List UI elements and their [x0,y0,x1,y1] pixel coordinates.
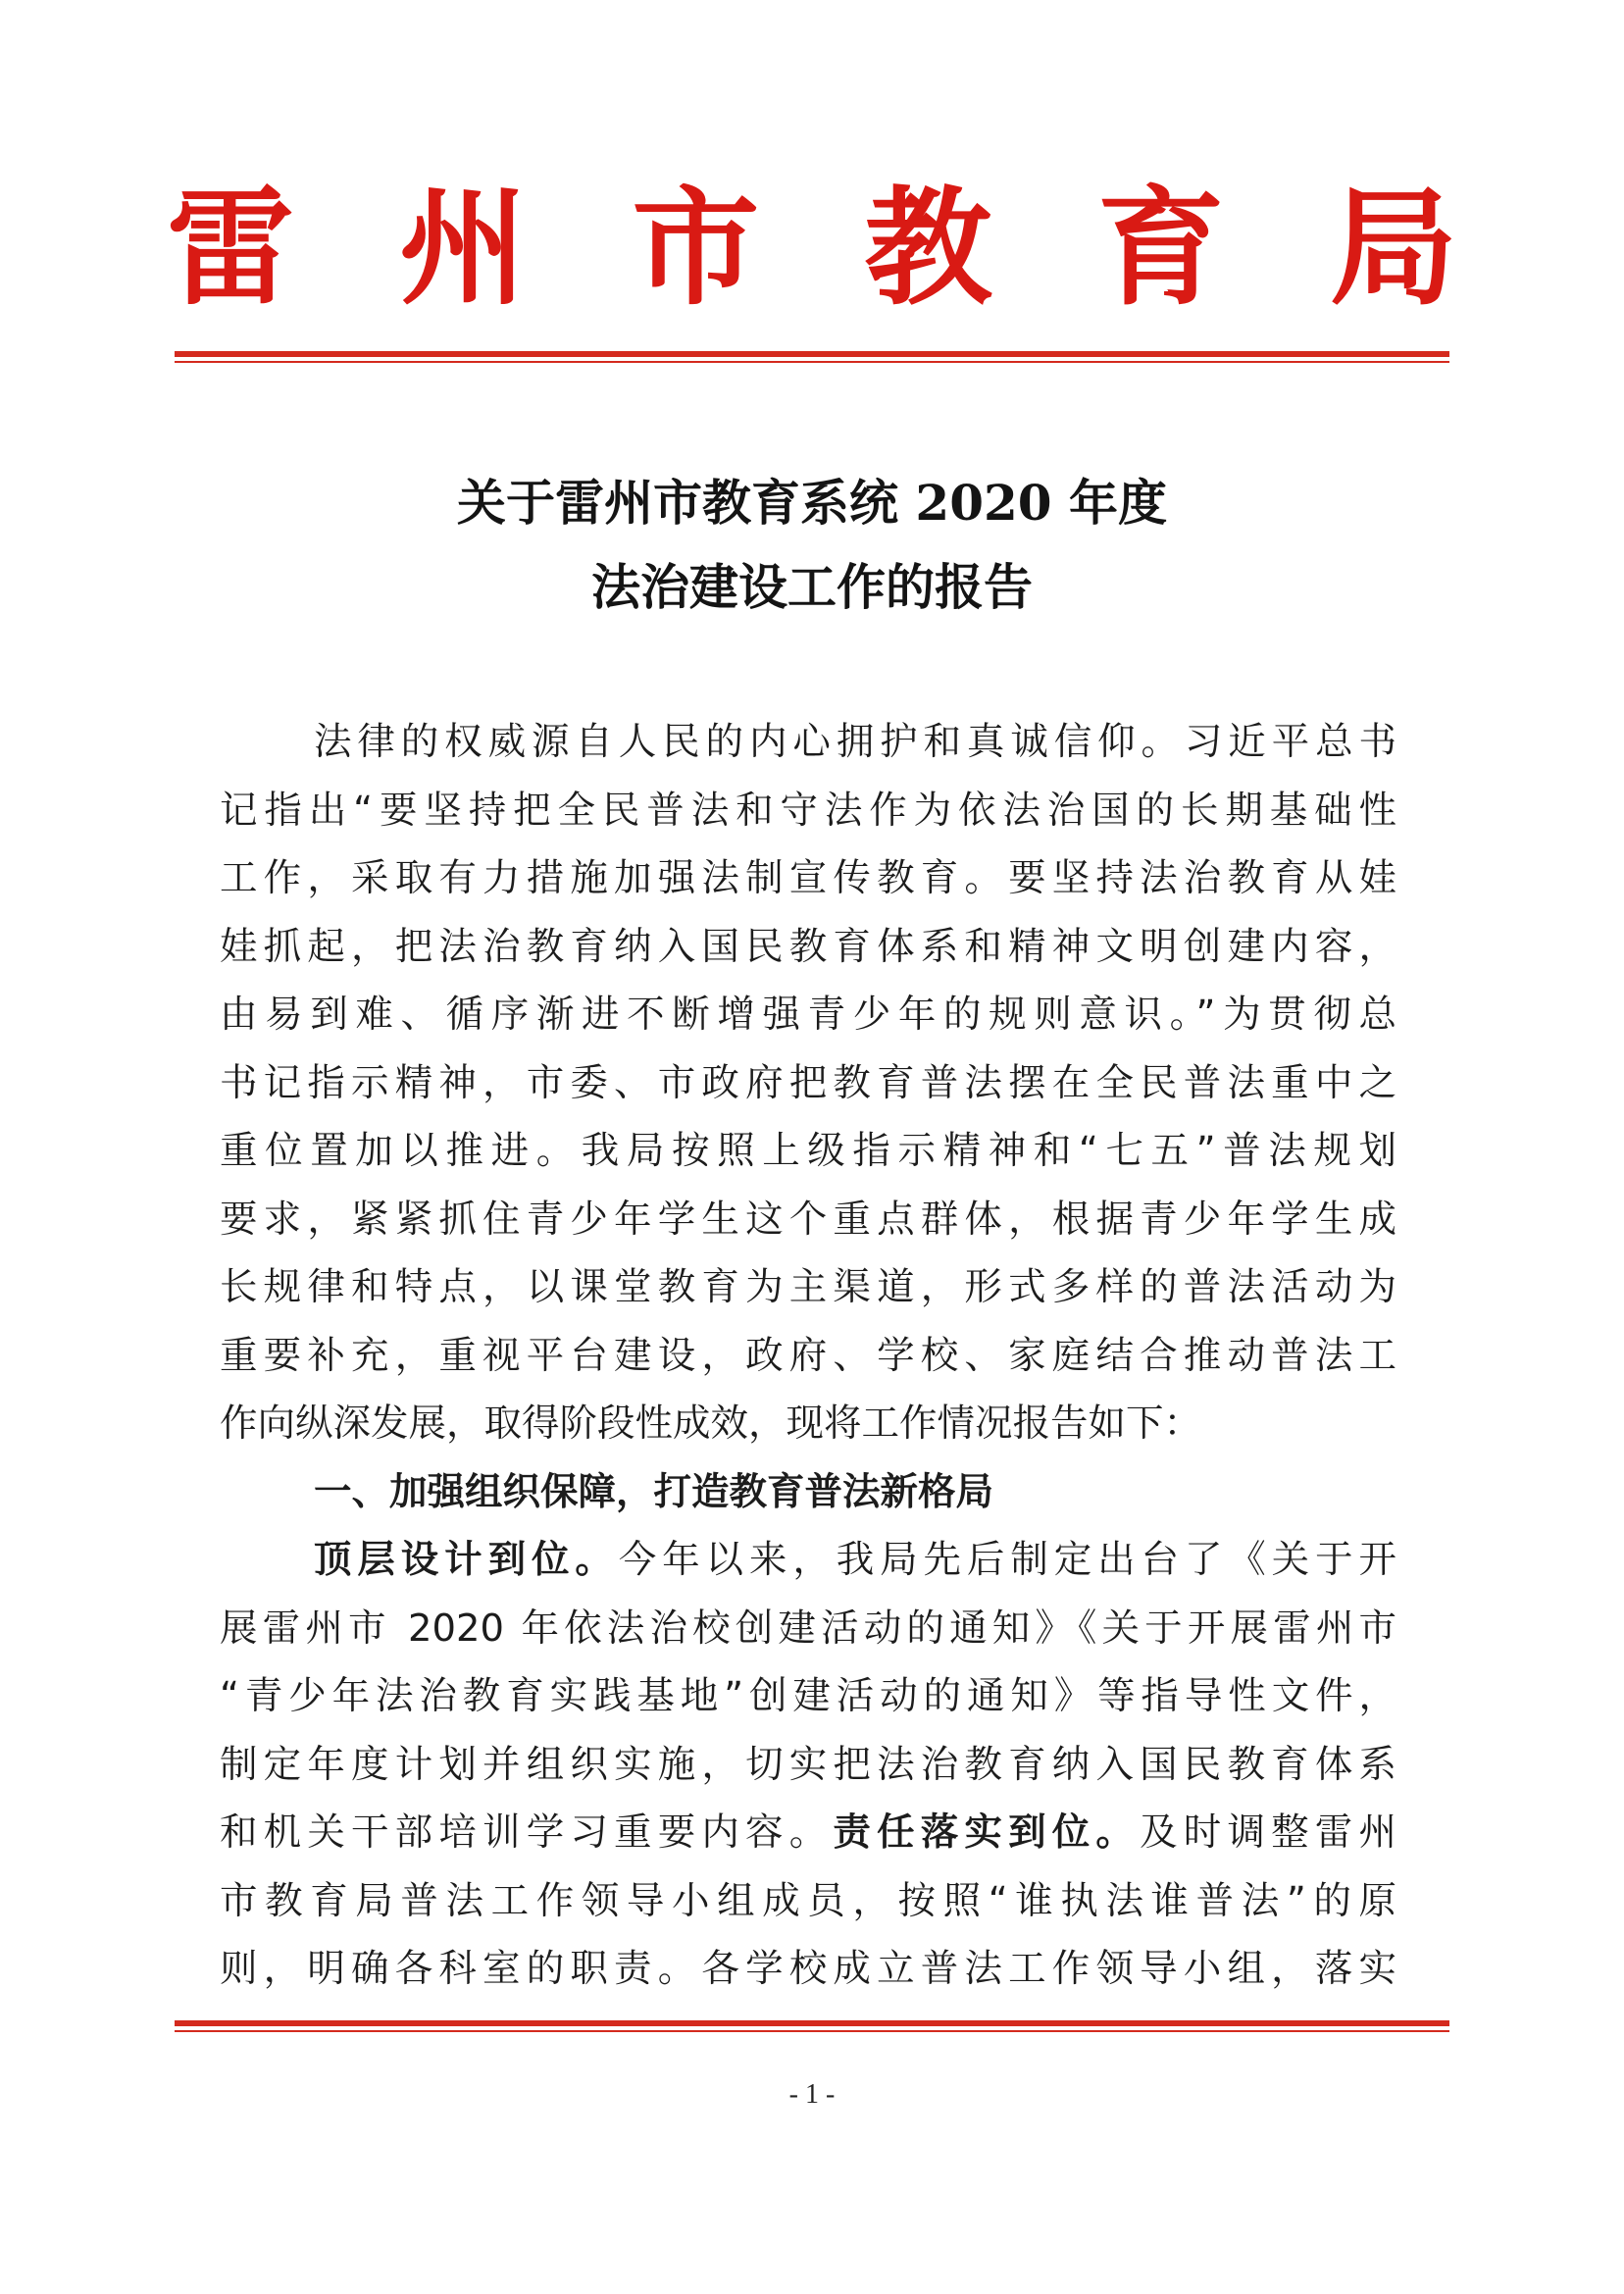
body-line: 市教育局普法工作领导小组成员，按照“谁执法谁普法”的原 [220,1878,1396,1923]
masthead-char: 州 [399,174,528,323]
bold-lead: 责任落实到位。 [833,1810,1141,1855]
section-heading: 一、加强组织保障，打造教育普法新格局 [314,1469,994,1514]
body-line: 要求，紧紧抓住青少年学生这个重点群体，根据青少年学生成 [220,1197,1396,1242]
body-line: 制定年度计划并组织实施，切实把法治教育纳入国民教育体系 [220,1742,1396,1787]
body-line: 展雷州市 2020 年依法治校创建活动的通知》《关于开展雷州市 [220,1606,1396,1651]
body-line [220,1526,1396,1595]
document-body [220,708,1396,2004]
masthead-char: 雷 [167,174,295,323]
body-line: “青少年法治教育实践基地”创建活动的通知》等指导性文件， [220,1674,1396,1718]
masthead-char: 育 [1096,174,1225,323]
body-line: 记指出“要坚持把全民普法和守法作为依法治国的长期基础性 [220,788,1396,833]
footer-red-rule [175,2020,1449,2032]
body-text: 及时调整雷州 [1140,1810,1396,1855]
body-line: 法律的权威源自人民的内心拥护和真诚信仰。习近平总书 [314,720,1396,764]
masthead-char: 局 [1329,174,1457,323]
body-line [220,1799,1396,1867]
body-text: 和机关干部培训学习重要内容。 [220,1810,834,1855]
body-text: 今年以来，我局先后制定出台了《关于开 [618,1538,1396,1582]
body-line: 作向纵深发展，取得阶段性成效，现将工作情况报告如下： [220,1402,1202,1446]
body-line: 由易到难、循序渐进不断增强青少年的规则意识。”为贯彻总 [220,993,1396,1037]
masthead-char: 市 [632,174,760,323]
body-line: 长规律和特点，以课堂教育为主渠道，形式多样的普法活动为 [220,1265,1396,1309]
masthead [167,175,1457,322]
bold-lead: 顶层设计到位。 [314,1538,619,1582]
body-line: 书记指示精神，市委、市政府把教育普法摆在全民普法重中之 [220,1060,1396,1105]
body-line: 工作，采取有力措施加强法制宣传教育。要坚持法治教育从娃 [220,856,1396,900]
body-line: 娃抓起，把法治教育纳入国民教育体系和精神文明创建内容， [220,924,1396,969]
title-line-2: 法治建设工作的报告 [591,558,1033,616]
header-red-rule [175,351,1449,363]
body-line: 重位置加以推进。我局按照上级指示精神和“七五”普法规划 [220,1129,1396,1173]
body-line: 重要补充，重视平台建设，政府、学校、家庭结合推动普法工 [220,1333,1396,1378]
document-title [175,461,1449,630]
title-line-1: 关于雷州市教育系统 2020 年度 [457,474,1167,532]
body-line: 则，明确各科室的职责。各学校成立普法工作领导小组，落实 [220,1947,1396,1991]
masthead-char: 教 [864,174,992,323]
page-number: - 1 - [788,2079,836,2110]
